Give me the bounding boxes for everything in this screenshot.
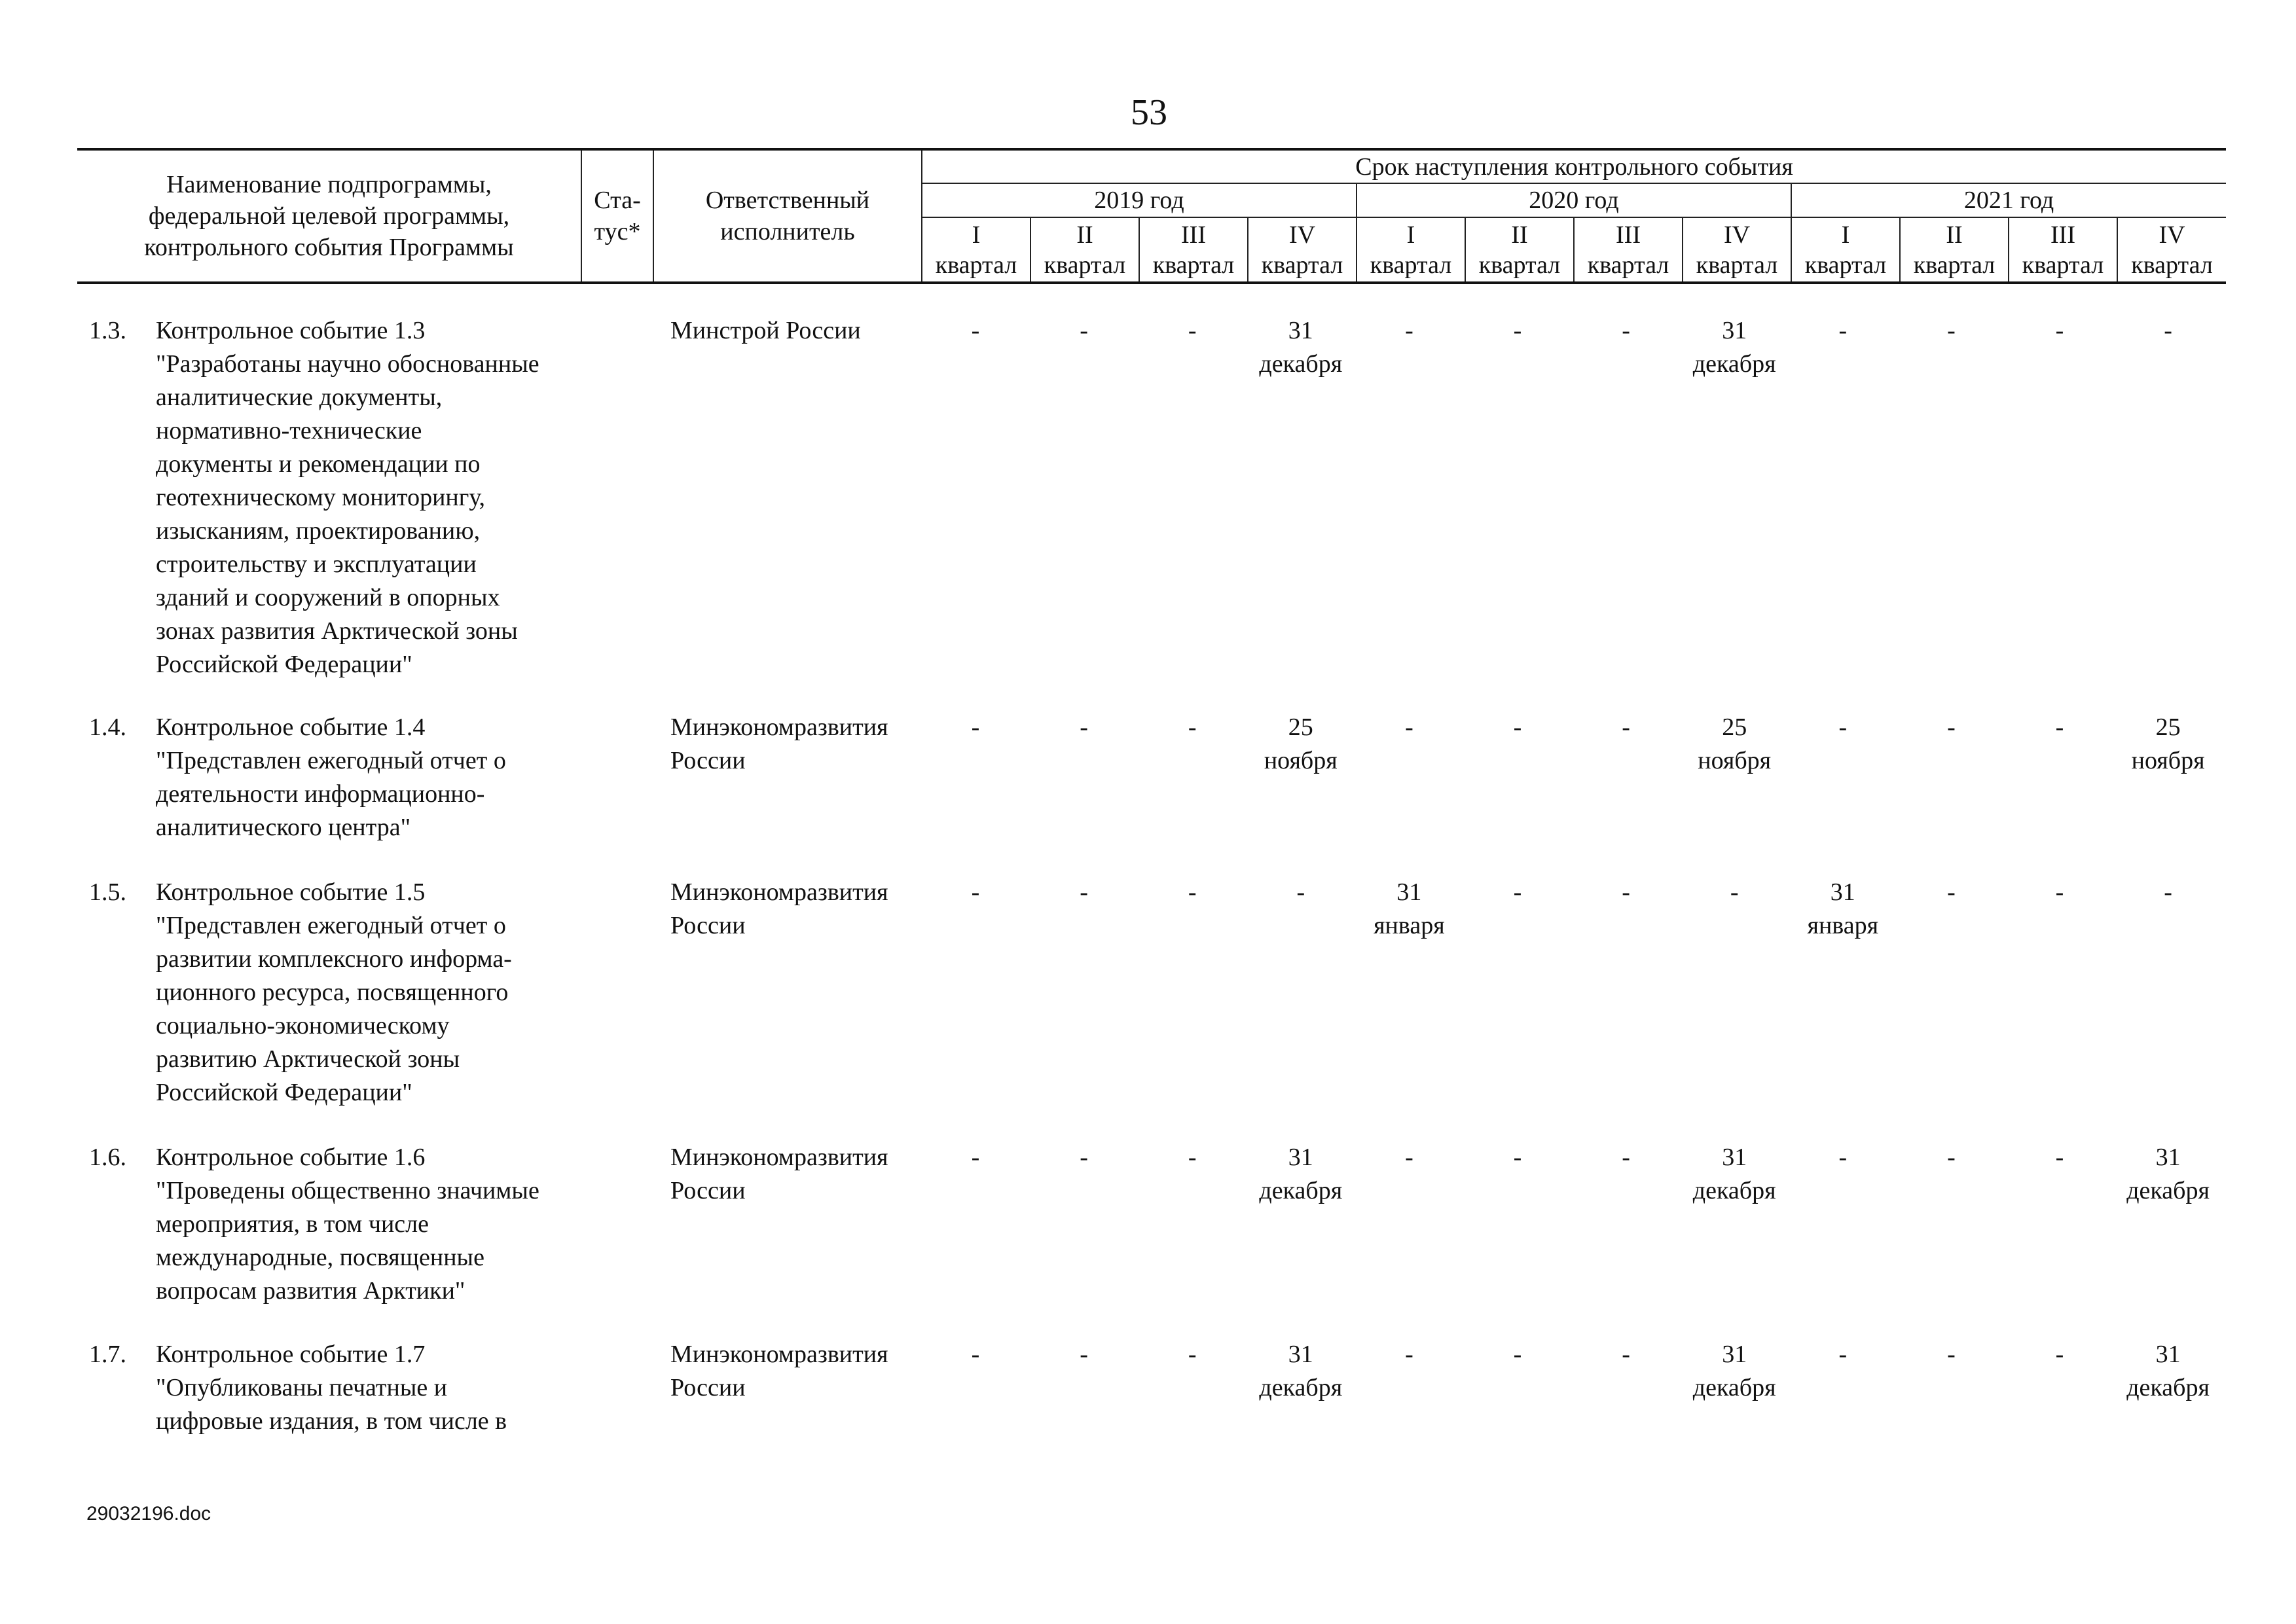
quarter-deadline-cell: -: [1838, 1144, 1848, 1171]
quarter-number: I: [1406, 221, 1415, 249]
table-row: [77, 314, 2226, 681]
control-event-name: Контрольное событие 1.5 "Представлен ежегодный отчет о развитии комплексного информа- ционного ресурса, посвященного социально-экономическому развитию Арктической зоны Российской Федерации": [156, 878, 512, 1106]
quarter-deadline-cell: 31 декабря: [2126, 1144, 2210, 1204]
quarter-deadline-cell: -: [971, 713, 980, 741]
table-row: [77, 1141, 2226, 1311]
quarter-deadline-cell: -: [2055, 317, 2064, 344]
quarter-label: квартал: [1261, 251, 1343, 279]
quarter-deadline-cell: -: [1947, 1144, 1956, 1171]
quarter-deadline-cell: 31 декабря: [1259, 1144, 1343, 1204]
quarter-label: квартал: [2131, 251, 2213, 279]
quarter-deadline-cell: -: [1080, 878, 1088, 906]
quarter-deadline-cell: 25 ноября: [1698, 713, 1772, 774]
quarter-deadline-cell: -: [1622, 317, 1630, 344]
quarter-header: [1683, 217, 1791, 283]
year-header: 2020 год: [1357, 183, 1791, 217]
control-event-name: Контрольное событие 1.6 "Проведены общественно значимые мероприятия, в том числе международные, посвященные вопросам развития Арктики": [156, 1144, 539, 1305]
quarter-number: II: [1511, 221, 1528, 249]
table-row: [77, 1338, 2226, 1456]
status-column-header: Ста- тус*: [581, 149, 653, 283]
quarter-label: квартал: [1152, 251, 1235, 279]
quarter-header: [2117, 217, 2226, 283]
quarter-deadline-cell: 25 ноября: [1264, 713, 1338, 774]
table-row: [77, 876, 2226, 1111]
quarter-deadline-cell: -: [2164, 317, 2172, 344]
quarter-deadline-cell: 31 декабря: [1259, 1341, 1343, 1401]
quarter-deadline-cell: -: [1296, 878, 1305, 906]
quarter-deadline-cell: -: [971, 1341, 980, 1368]
quarter-deadline-cell: -: [1947, 1341, 1956, 1368]
responsible-executor: Минэкономразвития России: [670, 1144, 888, 1204]
responsible-executor: Минэкономразвития России: [670, 713, 888, 774]
quarter-number: II: [1076, 221, 1093, 249]
quarter-deadline-cell: -: [1513, 713, 1522, 741]
quarter-deadline-cell: -: [971, 317, 980, 344]
quarter-header: [1791, 217, 1900, 283]
quarter-deadline-cell: -: [1513, 1341, 1522, 1368]
quarter-number: III: [1616, 221, 1641, 249]
row-number: 1.5.: [89, 878, 126, 906]
table-header: [77, 148, 2226, 284]
quarter-deadline-cell: -: [1513, 317, 1522, 344]
control-event-name: Контрольное событие 1.3 "Разработаны научно обоснованные аналитические документы, нормативно-технические документы и рекомендации по геотехническому мониторингу, изысканиям, проектированию, строительству и эксплуатации зданий и сооружений в опорных зонах развития Арктической зоны Российской Федерации": [156, 317, 539, 678]
quarter-label: квартал: [1804, 251, 1887, 279]
quarter-deadline-cell: -: [1513, 1144, 1522, 1171]
quarter-header: [1900, 217, 2009, 283]
quarter-label: квартал: [1044, 251, 1126, 279]
quarter-deadline-cell: -: [2055, 1341, 2064, 1368]
page-number: 53: [1131, 92, 1167, 133]
quarter-number: I: [972, 221, 981, 249]
quarter-deadline-cell: -: [1080, 1144, 1088, 1171]
quarter-deadline-cell: -: [1947, 878, 1956, 906]
footer-filename: 29032196.doc: [86, 1503, 211, 1525]
quarter-deadline-cell: -: [2164, 878, 2172, 906]
quarter-deadline-cell: -: [1947, 713, 1956, 741]
quarter-deadline-cell: -: [1188, 878, 1197, 906]
row-number: 1.6.: [89, 1144, 126, 1171]
quarter-deadline-cell: -: [971, 1144, 980, 1171]
quarter-deadline-cell: -: [2055, 1144, 2064, 1171]
quarter-deadline-cell: -: [1188, 713, 1197, 741]
quarter-deadline-cell: -: [2055, 878, 2064, 906]
row-number: 1.3.: [89, 317, 126, 344]
quarter-number: IV: [1723, 221, 1751, 249]
quarter-deadline-cell: -: [1622, 1144, 1630, 1171]
quarter-label: квартал: [1478, 251, 1561, 279]
quarter-number: IV: [1288, 221, 1316, 249]
quarter-deadline-cell: -: [1622, 878, 1630, 906]
row-number: 1.7.: [89, 1341, 126, 1368]
quarter-deadline-cell: -: [1838, 713, 1848, 741]
quarter-deadline-cell: 31 января: [1807, 878, 1879, 939]
quarter-header: [1248, 217, 1357, 283]
quarter-deadline-cell: -: [2055, 713, 2064, 741]
quarter-header: [1357, 217, 1465, 283]
quarter-deadline-cell: -: [1188, 1341, 1197, 1368]
quarter-number: IV: [2159, 221, 2185, 249]
quarter-deadline-cell: -: [1405, 317, 1413, 344]
quarter-deadline-cell: 31 декабря: [2126, 1341, 2210, 1401]
year-header: 2019 год: [922, 183, 1357, 217]
quarter-header: [1030, 217, 1139, 283]
quarter-deadline-cell: 25 ноября: [2131, 713, 2205, 774]
quarter-header: [2009, 217, 2117, 283]
quarter-deadline-cell: -: [1405, 713, 1413, 741]
quarter-deadline-cell: -: [1622, 713, 1630, 741]
quarter-header: [1465, 217, 1574, 283]
quarter-deadline-cell: -: [1080, 1341, 1088, 1368]
table-row: [77, 711, 2226, 848]
quarter-number: III: [2050, 221, 2075, 249]
control-event-name: Контрольное событие 1.4 "Представлен ежегодный отчет о деятельности информационно- аналитического центра": [156, 713, 506, 841]
quarter-header: [1139, 217, 1248, 283]
control-event-name: Контрольное событие 1.7 "Опубликованы печатные и цифровые издания, в том числе в: [156, 1341, 507, 1435]
quarter-label: квартал: [1587, 251, 1669, 279]
quarter-deadline-cell: -: [1405, 1144, 1413, 1171]
name-column-header: Наименование подпрограммы, федеральной целевой программы, контрольного события Программы: [77, 149, 581, 283]
responsible-column-header: Ответственный исполнитель: [653, 149, 922, 283]
quarter-label: квартал: [935, 251, 1017, 279]
quarter-deadline-cell: 31 декабря: [1259, 317, 1343, 378]
term-column-header: Срок наступления контрольного события: [922, 149, 2226, 183]
quarter-deadline-cell: -: [971, 878, 980, 906]
quarter-deadline-cell: -: [1838, 317, 1848, 344]
quarter-deadline-cell: -: [1080, 713, 1088, 741]
row-number: 1.4.: [89, 713, 126, 741]
quarter-deadline-cell: -: [1080, 317, 1088, 344]
responsible-executor: Минэкономразвития России: [670, 1341, 888, 1401]
quarter-header: [922, 217, 1030, 283]
quarter-deadline-cell: -: [1622, 1341, 1630, 1368]
quarter-deadline-cell: -: [1730, 878, 1739, 906]
quarter-deadline-cell: -: [1513, 878, 1522, 906]
quarter-deadline-cell: 31 декабря: [1692, 1144, 1776, 1204]
quarter-label: квартал: [1696, 251, 1778, 279]
quarter-deadline-cell: -: [1947, 317, 1956, 344]
quarter-deadline-cell: 31 января: [1374, 878, 1445, 939]
quarter-number: II: [1946, 221, 1963, 249]
year-header: 2021 год: [1791, 183, 2226, 217]
quarter-deadline-cell: -: [1188, 1144, 1197, 1171]
quarter-deadline-cell: -: [1405, 1341, 1413, 1368]
responsible-executor: Минэкономразвития России: [670, 878, 888, 939]
quarter-deadline-cell: -: [1838, 1341, 1848, 1368]
quarter-label: квартал: [1913, 251, 1995, 279]
quarter-label: квартал: [1370, 251, 1452, 279]
quarter-deadline-cell: -: [1188, 317, 1197, 344]
quarter-number: I: [1841, 221, 1850, 249]
responsible-executor: Минстрой России: [670, 317, 861, 344]
quarter-number: III: [1181, 221, 1206, 249]
quarter-deadline-cell: 31 декабря: [1692, 1341, 1776, 1401]
quarter-deadline-cell: 31 декабря: [1692, 317, 1776, 378]
quarter-header: [1574, 217, 1683, 283]
quarter-label: квартал: [2022, 251, 2104, 279]
